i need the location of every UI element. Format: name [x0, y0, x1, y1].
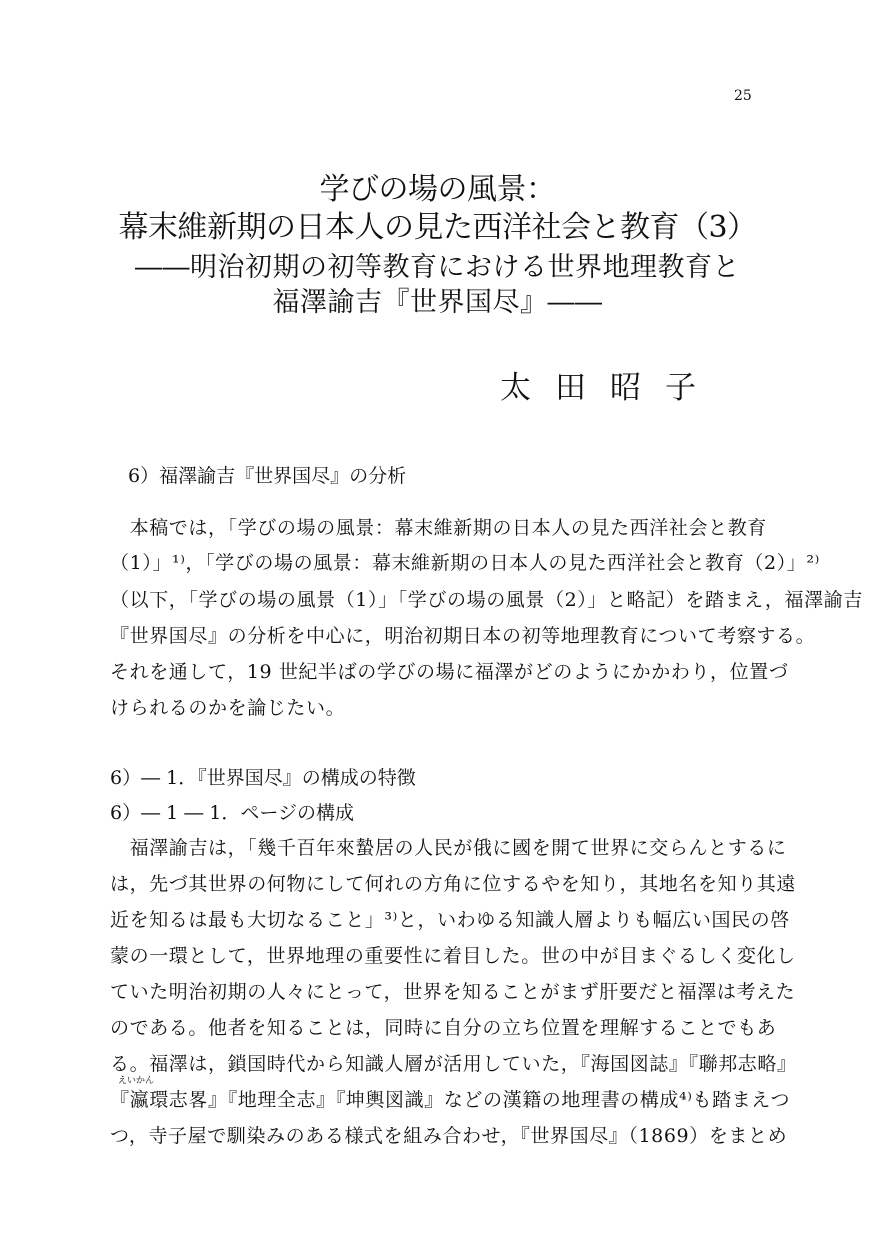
author-name: 太田昭子	[500, 370, 720, 406]
ruby-annotation: えいかん	[118, 1076, 155, 1086]
body-line-3: 近を知るは最も大切なること」³⁾と，いわゆる知識人層よりも幅広い国民の啓	[110, 909, 790, 931]
intro-line-1: 本稿では，「学びの場の風景：幕末維新期の日本人の見た西洋社会と教育	[110, 517, 767, 539]
intro-line-4: 『世界国尽』の分析を中心に，明治初期日本の初等地理教育について考察する。	[110, 625, 816, 647]
body-line-9: つ，寺子屋で馴染みのある様式を組み合わせ，『世界国尽』（1869）をまとめ	[110, 1125, 788, 1147]
section-heading: 6）福澤諭吉『世界国尽』の分析	[128, 465, 407, 487]
subsection-heading-2: 6）― 1 ― 1．ページの構成	[110, 802, 355, 824]
intro-line-5: それを通して，19 世紀半ばの学びの場に福澤がどのようにかかわり，位置づ	[110, 661, 789, 683]
title-line-1: 学びの場の風景：	[319, 172, 556, 207]
intro-line-3: （以下，「学びの場の風景（1）」「学びの場の風景（2）」と略記）を踏まえ，福澤諭吉	[110, 589, 863, 611]
body-line-1: 福澤諭吉は，「幾千百年來蟄居の人民が俄に國を開て世界に交らんとするに	[110, 837, 787, 859]
body-line-4: 蒙の一環として，世界地理の重要性に着目した。世の中が目まぐるしく変化し	[110, 945, 796, 967]
intro-line-2: （1）」¹⁾，「学びの場の風景：幕末維新期の日本人の見た西洋社会と教育（2）」²⁾	[110, 552, 820, 574]
intro-line-6: けられるのかを論じたい。	[110, 697, 346, 719]
subtitle-line-1: ――明治初期の初等教育における世界地理教育と	[135, 252, 740, 283]
title-line-2: 幕末維新期の日本人の見た西洋社会と教育（3）	[118, 210, 757, 245]
body-line-6: のである。他者を知ることは，同時に自分の立ち位置を理解することでもあ	[110, 1017, 777, 1039]
body-line-5: ていた明治初期の人々にとって，世界を知ることがまず肝要だと福澤は考えた	[110, 981, 796, 1003]
body-line-8: 『瀛環志畧』『地理全志』『坤輿図識』などの漢籍の地理書の構成⁴⁾も踏まえつ	[110, 1089, 791, 1111]
body-line-7: る。福澤は，鎖国時代から知識人層が活用していた，『海国図誌』『聯邦志略』	[110, 1053, 797, 1075]
page-number: 25	[734, 88, 752, 104]
subsection-heading-1: 6）― 1．『世界国尽』の構成の特徴	[110, 767, 416, 789]
subtitle-line-2: 福澤諭吉『世界国尽』――	[272, 287, 603, 318]
body-line-2: は，先づ其世界の何物にして何れの方角に位するやを知り，其地名を知り其遠	[110, 873, 797, 895]
